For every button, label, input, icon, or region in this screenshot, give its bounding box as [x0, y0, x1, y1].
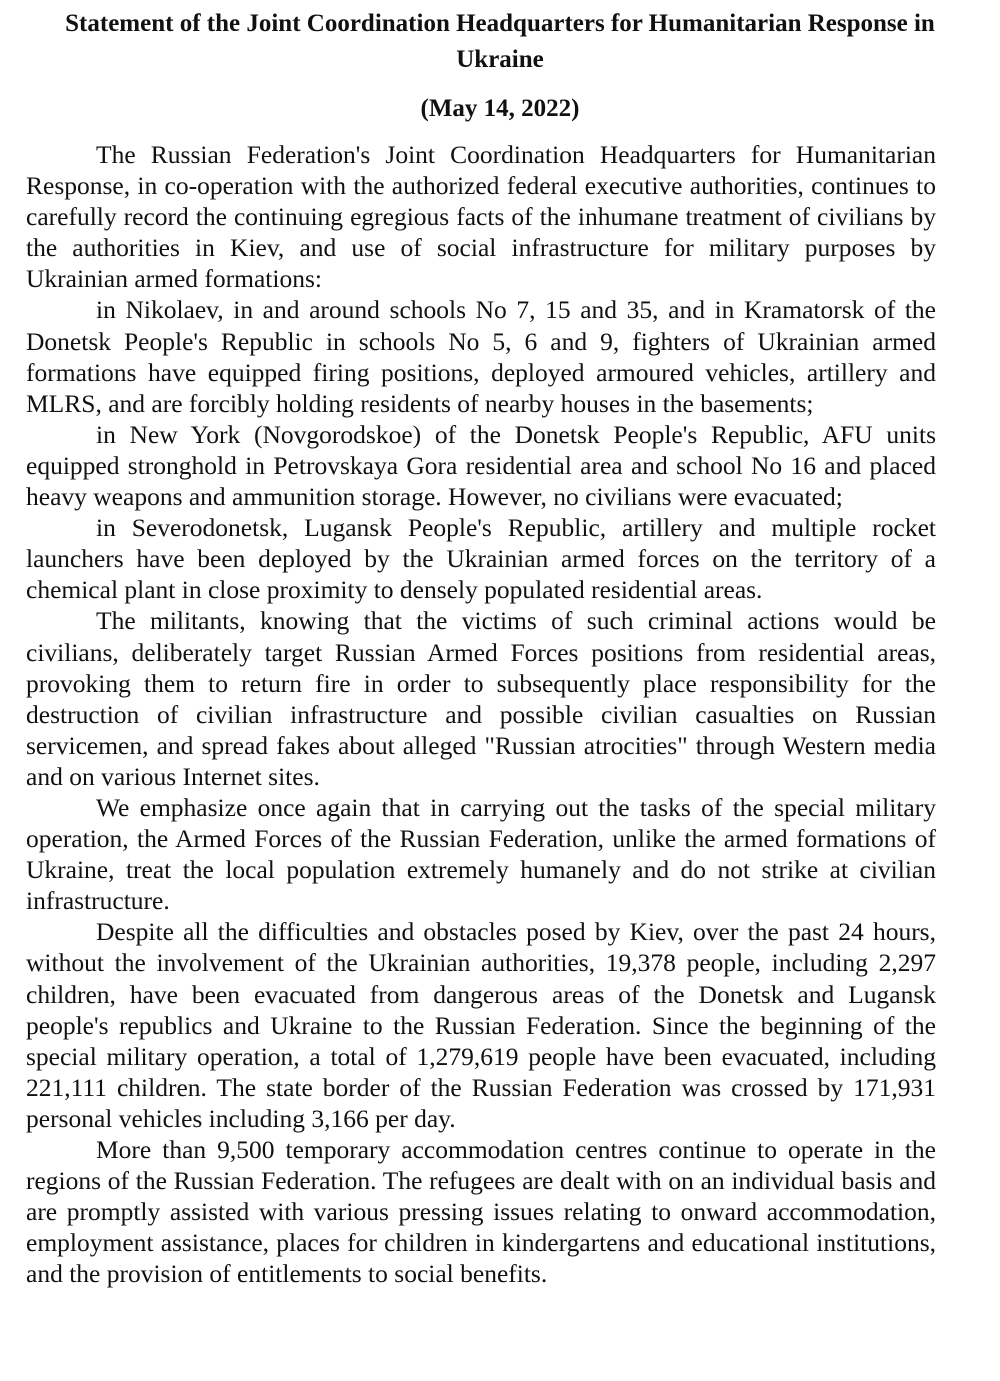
paragraph-accommodation-centres: More than 9,500 temporary accommodation centres continue to operate in the regions of the Russian Federation. The refugees are dealt with on an individual basis and are promptly assisted with various pressing issues relating to onward accommodation, employment assistance, places for children in kindergartens and educational institutions, and the provision of entitlements to social benefits. [26, 1135, 936, 1289]
document-date: (May 14, 2022) [420, 95, 580, 122]
paragraph-new-york: in New York (Novgorodskoe) of the Donetsk People's Republic, AFU units equipped stronghold in Petrovskaya Gora residential area and school No 16 and placed heavy weapons and ammunition storage. However, no civilians were evacuated; [26, 419, 936, 512]
paragraph-militants: The militants, knowing that the victims of such criminal actions would be civilians, deliberately target Russian Armed Forces positions from residential areas, provoking them to return fire in order to subsequently place responsibility for the destruction of civilian infrastructure and possible civilian casualties on Russian servicemen, and spread fakes about alleged "Russian atrocities" through Western media and on various Internet sites. [26, 606, 936, 791]
document-title: Statement of the Joint Coordination Headquarters for Humanitarian Response in Ukraine [65, 10, 935, 73]
paragraph-severodonetsk: in Severodonetsk, Lugansk People's Republic, artillery and multiple rocket launchers have been deployed by the Ukrainian armed forces on the territory of a chemical plant in close proximity to densely populated residential areas. [26, 513, 936, 605]
paragraph-intro: The Russian Federation's Joint Coordination Headquarters for Humanitarian Response, in co-operation with the authorized federal executive authorities, continues to carefully record the continuing egregious facts of the inhumane treatment of civilians by the authorities in Kiev, and use of social infrastructure for military purposes by Ukrainian armed formations: [26, 140, 936, 294]
paragraph-nikolaev-kramatorsk: in Nikolaev, in and around schools No 7, 15 and 35, and in Kramatorsk of the Donetsk People's Republic in schools No 5, 6 and 9, fighters of Ukrainian armed formations have equipped firing positions, deployed armoured vehicles, artillery and MLRS, and are forcibly holding residents of nearby houses in the basements; [26, 295, 936, 418]
paragraph-evacuation-figures: Despite all the difficulties and obstacles posed by Kiev, over the past 24 hours, without the involvement of the Ukrainian authorities, 19,378 people, including 2,297 children, have been evacuated from dangerous areas of the Donetsk and Lugansk people's republics and Ukraine to the Russian Federation. Since the beginning of the special military operation, a total of 1,279,619 people have been evacuated, including 221,111 children. The state border of the Russian Federation was crossed by 171,931 personal vehicles including 3,166 per day. [26, 917, 936, 1133]
paragraph-emphasis: We emphasize once again that in carrying out the tasks of the special military operation, the Armed Forces of the Russian Federation, unlike the armed formations of Ukraine, treat the local population extremely humanely and do not strike at civilian infrastructure. [26, 792, 936, 916]
